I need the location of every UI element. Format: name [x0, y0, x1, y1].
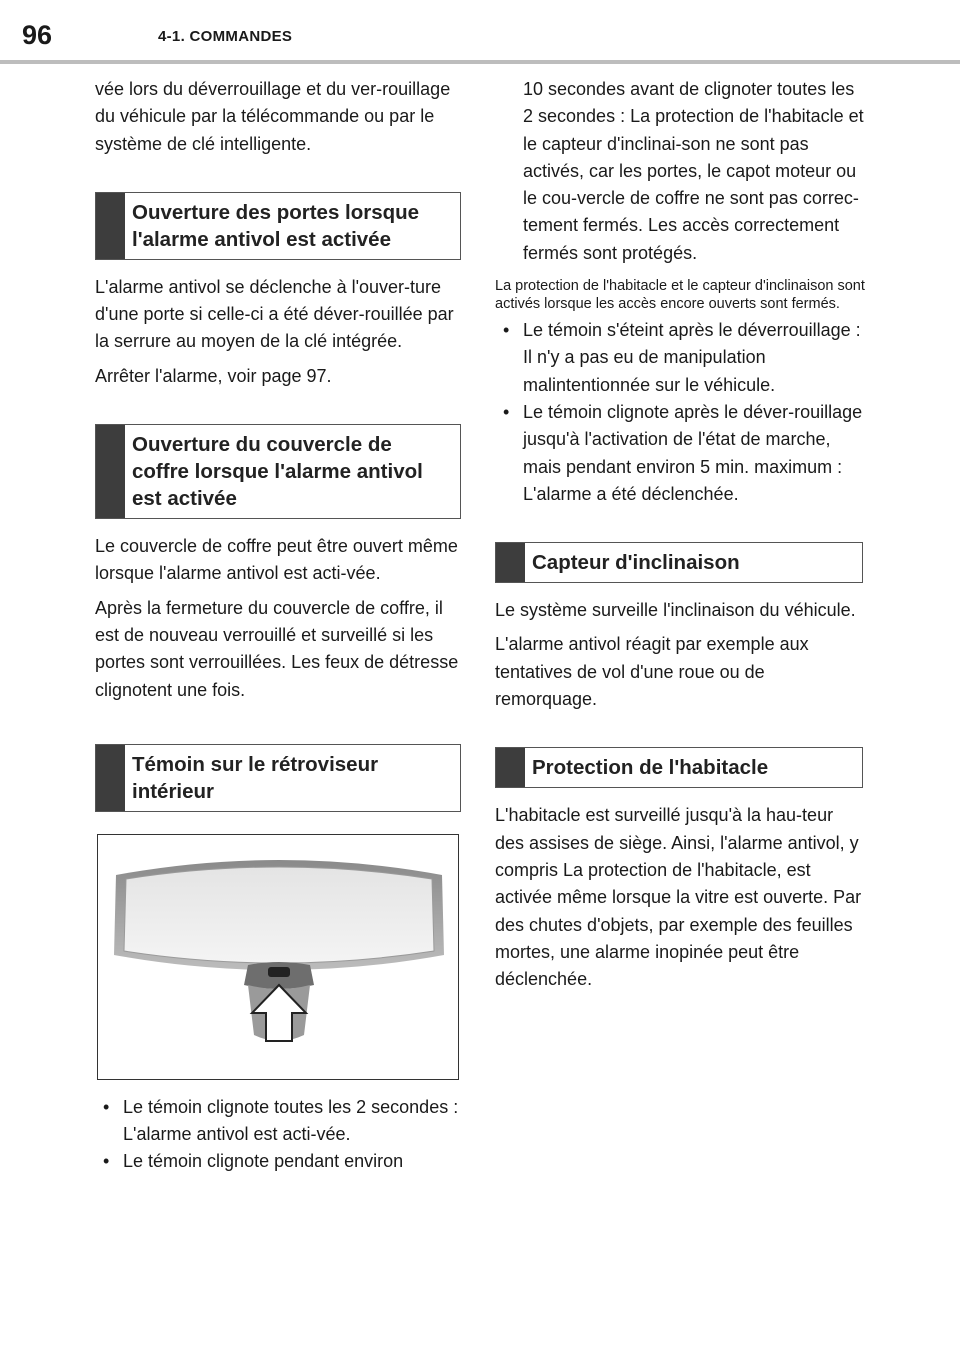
section-title: Capteur d'inclinaison: [532, 551, 740, 575]
body-paragraph: Arrêter l'alarme, voir page 97.: [95, 365, 332, 386]
note-paragraph: La protection de l'habitacle et le capteur d'inclinaison sont activés lorsque les accès encore ouverts sont fermés.: [495, 278, 865, 313]
body-paragraph: Le système surveille l'inclinaison du véhicule.: [495, 600, 856, 621]
mirror-glass: [124, 867, 434, 963]
list-item: • Le témoin s'éteint après le déverrouillage : Il n'y a pas eu de manipulation malintentionnée sur le véhicule.: [495, 317, 865, 399]
bullet-icon: •: [503, 401, 510, 422]
list-item: • Le témoin clignote pendant environ: [95, 1148, 465, 1175]
section-title: Ouverture des portes lorsque l'alarme antivol est activée: [132, 200, 420, 251]
left-column: [95, 76, 465, 1176]
body-paragraph: L'alarme antivol réagit par exemple aux tentatives de vol d'une roue ou de remorquage.: [495, 634, 809, 710]
section-heading-indicator: [95, 744, 461, 812]
section-heading-tilt-sensor: [495, 542, 863, 583]
body-paragraph: L'alarme antivol se déclenche à l'ouver-ture d'une porte si celle-ci a été déver-rouillée par la serrure au moyen de la clé intégrée.: [95, 276, 454, 352]
section-title: Témoin sur le rétroviseur intérieur: [132, 752, 379, 803]
bullet-icon: •: [503, 320, 510, 341]
rearview-mirror-figure: [97, 834, 459, 1080]
section-title: Protection de l'habitacle: [532, 756, 769, 780]
section-heading-trunk: [95, 424, 461, 519]
body-paragraph: Le couvercle de coffre peut être ouvert même lorsque l'alarme antivol est acti-vée.: [95, 536, 458, 584]
bullet-icon: •: [103, 1151, 110, 1172]
intro-paragraph: vée lors du déverrouillage et du ver-rouillage du véhicule par la télécommande ou par le système de clé intelligente.: [95, 79, 451, 154]
indicator-led-icon: [268, 967, 290, 977]
indicator-list-continued: [495, 317, 865, 508]
continued-paragraph: 10 secondes avant de clignoter toutes les 2 secondes : La protection de l'habitacle et le capteur d'inclinai-son ne sont pas activés, car les portes, le capot moteur ou le cou-vercle de coffre ne sont pas correc-tement fermés. Les accès correctement fermés sont protégés.: [523, 79, 864, 263]
page-number: 96: [22, 20, 53, 50]
section-title: Ouverture du couvercle de coffre lorsque l'alarme antivol est activée: [132, 433, 423, 511]
page-header: [0, 0, 960, 50]
body-paragraph: Après la fermeture du couvercle de coffre, il est de nouveau verrouillé et surveillé si les portes sont verrouillées. Les feux de détresse clignotent une fois.: [95, 597, 459, 700]
list-item: • Le témoin clignote toutes les 2 secondes : L'alarme antivol est acti-vée.: [95, 1094, 465, 1149]
indicator-list: [95, 1094, 465, 1176]
bullet-icon: •: [103, 1096, 110, 1117]
section-heading-interior-protection: [495, 747, 863, 788]
header-rule: [0, 60, 960, 64]
right-column: [495, 76, 865, 993]
list-item: • Le témoin clignote après le déver-rouillage jusqu'à l'activation de l'état de marche, mais pendant environ 5 min. maximum : L'alarme a été déclenchée.: [495, 399, 865, 508]
rearview-mirror-illustration: [98, 835, 459, 1080]
section-heading-doors: [95, 192, 461, 260]
body-paragraph: L'habitacle est surveillé jusqu'à la hau-teur des assises de siège. Ainsi, l'alarme antivol, y compris La protection de l'habitacle, est activée même lorsque la vitre est ouverte. Par des chutes d'objets, par exemple des feuilles mortes, une alarme inopinée peut être déclenchée.: [495, 805, 862, 990]
chapter-title: 4-1. COMMANDES: [158, 28, 293, 45]
